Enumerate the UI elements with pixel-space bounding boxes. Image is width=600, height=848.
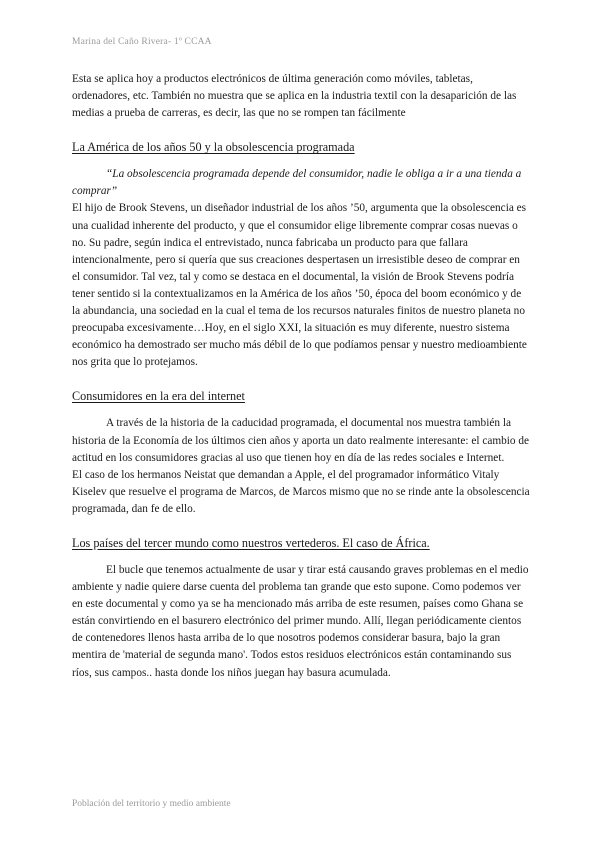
- section-heading-africa: Los países del tercer mundo como nuestros vertederos. El caso de África.: [72, 535, 430, 550]
- section-heading-consumers: Consumidores en la era del internet: [72, 389, 245, 404]
- section1-paragraph: El hijo de Brook Stevens, un diseñador industrial de los años ’50, argumenta que la obsolescencia es una cualidad inherente del producto, y que el consumidor elige libremente comprar cosas nuevas o no. Su padre, según indica el entrevistado, nunca fabricaba un producto para que fallara intencionalmente, pero si quería que sus creaciones despertasen un irresistible deseo de comprar en el consumidor. Tal vez, tal y como se destaca en el documental, la visión de Brook Stevens podría tener sentido si la contextualizamos en la América de los años ’50, época del boom económico y de la abundancia, una sociedad en la cual el tema de los recursos naturales finitos de nuestro planeta no preocupaba excesivamente…Hoy, en el siglo XXI, la situación es muy diferente, nuestro sistema económico ha demostrado ser mucho más débil de lo que podíamos pensar y nuestro medioambiente nos grita que lo protejamos.: [72, 202, 527, 369]
- page-header: Marina del Caño Rivera- 1º CCAA: [72, 37, 212, 47]
- section3-paragraph: El bucle que tenemos actualmente de usar y tirar está causando graves problemas en el medio ambiente y nadie quiere darse cuenta del problema tan grande que esto supone. Como podemos ver en este documental y como ya se ha mencionado más arriba de este resumen, países como Ghana se están convirtiendo en el basurero electrónico del primer mundo. Allí, llegan periódicamente cientos de contenedores llenos hasta arriba de lo que nosotros podemos considerar basura, bajo la gran mentira de 'material de segunda mano'. Todos estos residuos electrónicos están contaminando sus ríos, sus campos.. hasta donde los niños juegan hay basura acumulada.: [72, 563, 529, 679]
- document-body: [72, 71, 530, 682]
- section2-paragraph-1: A través de la historia de la caducidad programada, el documental nos muestra también la historia de la Economía de los últimos cien años y aporta un dato realmente interesante: el cambio de actitud en los consumidores gracias al uso que tienen hoy en día de las redes sociales e Internet.: [72, 417, 530, 464]
- section2-paragraph-2: El caso de los hermanos Neistat que demandan a Apple, el del programador informático Vitaly Kiselev que resuelve el programa de Marcos, de Marcos mismo que no se rinde ante la obsolescencia programada, dan fe de ello.: [72, 468, 530, 515]
- section1-quote: “La obsolescencia programada depende del consumidor, nadie le obliga a ir a una tienda a comprar”: [72, 168, 522, 198]
- page-footer: Población del territorio y medio ambiente: [72, 799, 231, 809]
- section-heading-america-50s: La América de los años 50 y la obsolescencia programada: [72, 140, 355, 155]
- intro-paragraph: Esta se aplica hoy a productos electrónicos de última generación como móviles, tabletas, ordenadores, etc. También no muestra que se aplica en la industria textil con la desaparición de las medias a prueba de carreras, es decir, las que no se rompen tan fácilmente: [72, 73, 517, 120]
